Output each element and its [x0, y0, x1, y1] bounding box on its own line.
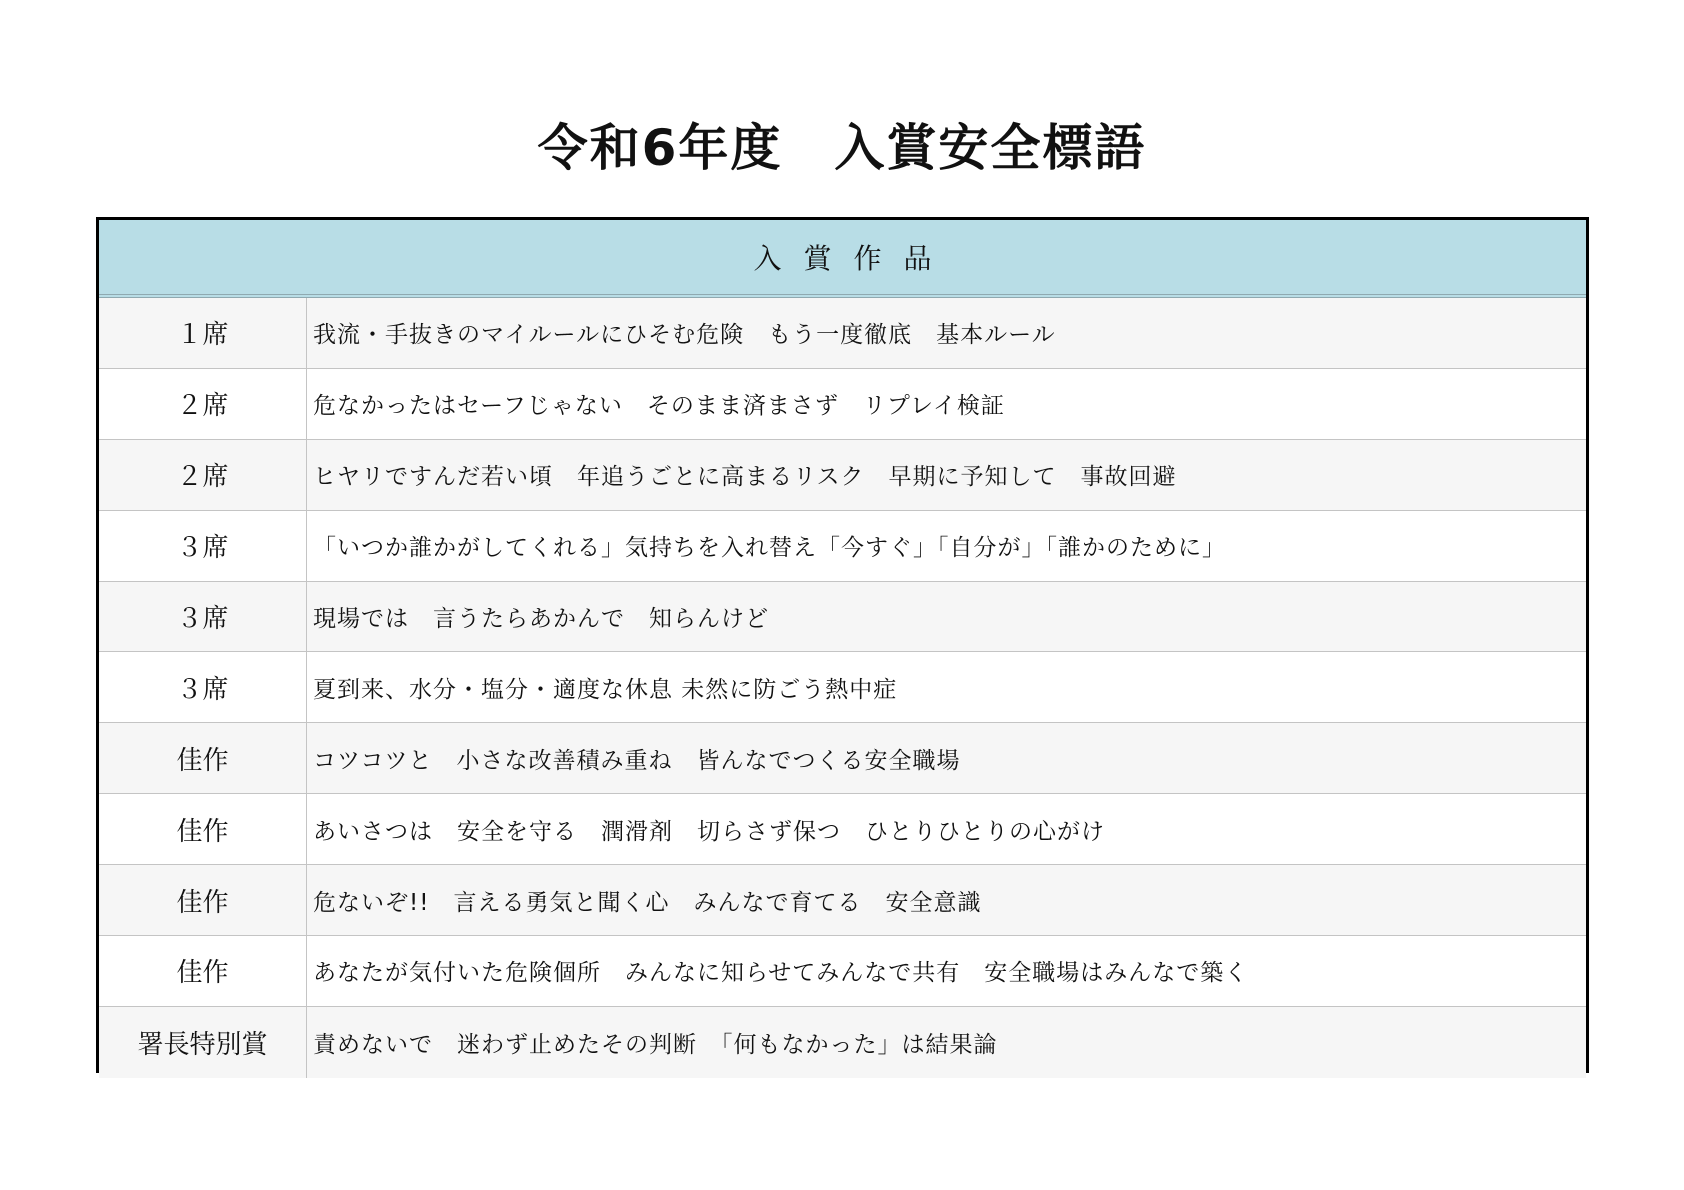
- safety-slogan: コツコツと 小さな改善積み重ね 皆んなでつくる安全職場: [313, 747, 961, 774]
- safety-slogan: 現場では 言うたらあかんで 知らんけど: [313, 606, 769, 632]
- table-row: [99, 652, 1586, 723]
- table-row: [99, 1007, 1586, 1078]
- safety-slogan: 責めないで 迷わず止めたその判断 「何もなかった」は結果論: [313, 1031, 998, 1058]
- award-rank: ２席: [99, 369, 307, 439]
- table-row: [99, 511, 1586, 582]
- table-row: [99, 440, 1586, 511]
- award-rank: ３席: [99, 652, 307, 722]
- award-rank: 署長特別賞: [99, 1007, 307, 1078]
- award-rank: 佳作: [99, 723, 307, 793]
- table-row: [99, 582, 1586, 653]
- page-title: 令和6年度 入賞安全標語: [537, 119, 1147, 177]
- table-row: [99, 723, 1586, 794]
- table-row: [99, 794, 1586, 865]
- table-row: [99, 865, 1586, 936]
- safety-slogan: ヒヤリですんだ若い頃 年追うごとに高まるリスク 早期に予知して 事故回避: [313, 464, 1177, 491]
- table-row: [99, 298, 1586, 369]
- award-rank: ２席: [99, 440, 307, 510]
- safety-slogan: 「いつか誰かがしてくれる」気持ちを入れ替え「今すぐ」「自分が」「誰かのために」: [313, 535, 1226, 562]
- safety-slogan: 我流・手抜きのマイルールにひそむ危険 もう一度徹底 基本ルール: [313, 322, 1056, 349]
- award-rank: ３席: [99, 511, 307, 581]
- safety-slogan: 夏到来、水分・塩分・適度な休息 未然に防ごう熱中症: [313, 676, 898, 703]
- award-rank: 佳作: [99, 865, 307, 935]
- table-header: 入賞作品: [99, 220, 1586, 298]
- table-row: [99, 369, 1586, 440]
- award-rank: 佳作: [99, 936, 307, 1006]
- safety-slogan: 危なかったはセーフじゃない そのまま済まさず リプレイ検証: [313, 393, 1005, 420]
- safety-slogan: あなたが気付いた危険個所 みんなに知らせてみんなで共有 安全職場はみんなで築く: [313, 960, 1249, 987]
- award-rank: 佳作: [99, 794, 307, 864]
- table-row: [99, 936, 1586, 1007]
- award-rank: １席: [99, 298, 307, 368]
- safety-slogan: 危ないぞ!! 言える勇気と聞く心 みんなで育てる 安全意識: [313, 889, 982, 916]
- award-rank: ３席: [99, 582, 307, 652]
- safety-slogan: あいさつは 安全を守る 潤滑剤 切らさず保つ ひとりひとりの心がけ: [313, 818, 1105, 845]
- award-table: [96, 217, 1589, 1073]
- table-body: [99, 298, 1586, 1078]
